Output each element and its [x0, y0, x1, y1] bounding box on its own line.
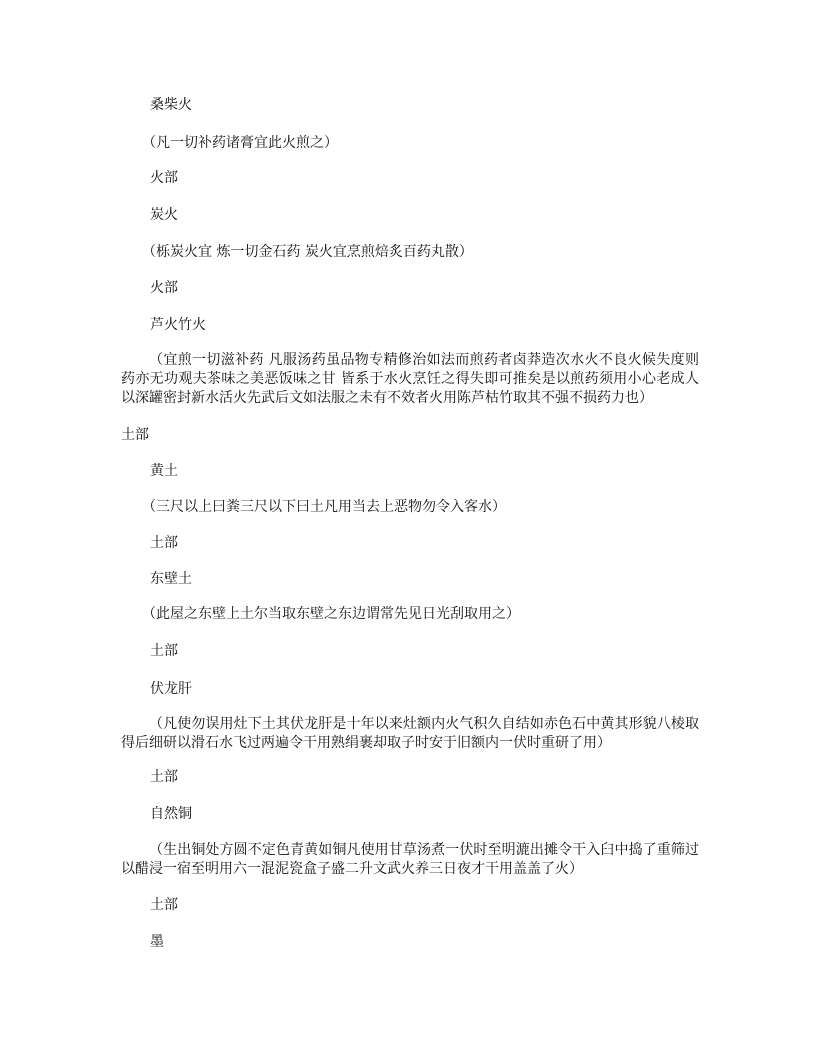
section-label: 土部 [150, 643, 178, 659]
section-label: 火部 [150, 170, 178, 186]
section-heading: 土部 [121, 427, 149, 443]
entry-note: （栎炭火宜 炼一切金石药 炭火宜烹煎焙炙百药丸散） [142, 244, 473, 260]
entry-note: （此屋之东壁上土尔当取东壁之东边谓常先见日光刮取用之） [142, 606, 520, 622]
section-label: 火部 [150, 280, 178, 296]
section-label: 土部 [150, 897, 178, 913]
entry-note-paragraph: （生出铜处方圆不定色青黄如铜凡使用甘草汤煮一伏时至明漉出摊令干入臼中捣了重筛过以醋浸一宿至明用六一混泥瓷盒子盛二升文武火养三日夜才干用盖盖了火） [121, 842, 699, 877]
entry-note-paragraph: （凡使勿误用灶下土其伏龙肝是十年以来灶额内火气积久自结如赤色石中黄其形貌八棱取得后细研以滑石水飞过两遍令干用熟绢裹却取子时安于旧额内一伏时重研了用） [121, 716, 699, 751]
section-label: 土部 [150, 535, 178, 551]
section-label: 土部 [150, 769, 178, 785]
entry-title: 自然铜 [150, 806, 192, 822]
entry-title: 桑柴火 [150, 97, 192, 113]
entry-note: （凡一切补药诸膏宜此火煎之） [142, 135, 338, 151]
entry-title: 东壁土 [150, 571, 192, 587]
entry-title: 炭火 [150, 207, 178, 223]
entry-title: 伏龙肝 [150, 681, 192, 697]
entry-title: 芦火竹火 [150, 317, 206, 333]
entry-title: 墨 [150, 934, 164, 950]
entry-title: 黄土 [150, 463, 178, 479]
entry-note: （三尺以上曰粪三尺以下曰土凡用当去上恶物勿令入客水） [142, 499, 506, 515]
entry-note-paragraph: （宜煎一切滋补药 凡服汤药虽品物专精修治如法而煎药者卤莽造次水火不良火候失度则药亦无功观夫茶味之美恶饭味之甘 皆系于水火烹饪之得失即可推矣是以煎药须用小心老成人以深罐密封新水活火先武后文如法服之未有不效者火用陈芦枯竹取其不强不损药力也） [121, 352, 699, 406]
